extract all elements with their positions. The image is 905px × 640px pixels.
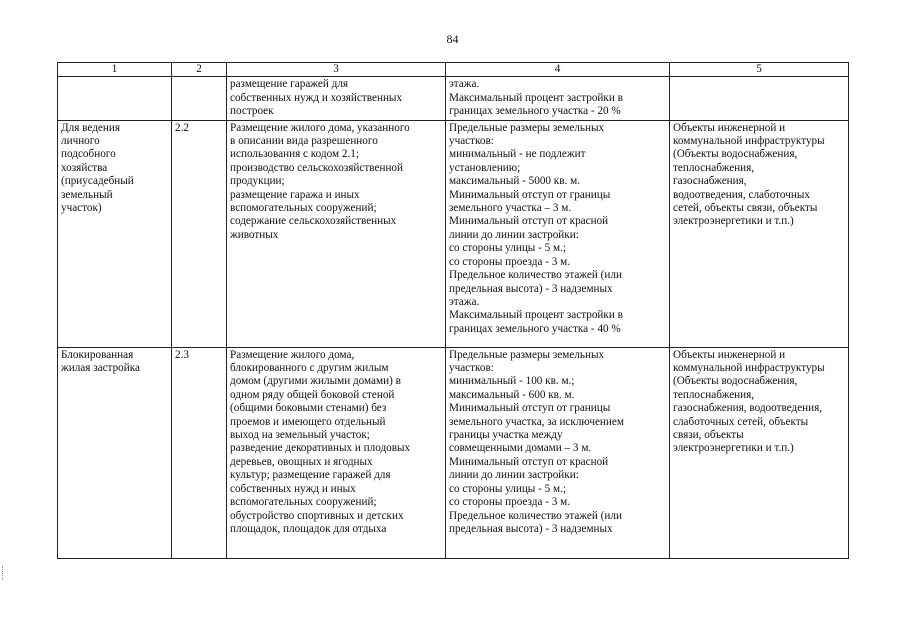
cell-text-line: максимальный - 5000 кв. м. [449,175,580,188]
cell-text-line: деревьев, овощных и ягодных [230,455,373,468]
cell-text-line: установлению; [449,161,521,174]
cell-text-line: со стороны проезда - 3 м. [449,255,571,268]
cell-text-line: хозяйства [61,161,108,174]
cell-text-line: использования с кодом 2.1; [230,148,359,161]
cell-text-line: участков: [449,362,494,375]
cell-text-line: размещение гаража и иных [230,188,360,201]
cell-text-line: коммунальной инфраструктуры [673,135,825,148]
cell-text-line: домом (другими жилыми домами) в [230,375,401,388]
cell-text-line: земельный [61,188,113,201]
cell-text-line: Объекты инженерной и [673,121,786,134]
cell-text-line: земельного участка – 3 м. [449,202,572,215]
cell-text-line: собственных нужд и хозяйственных [230,91,403,104]
cell-text-line: линии до линии застройки: [449,228,579,241]
cell-text-line: этажа. [449,78,480,91]
cell-text-line: (Объекты водоснабжения, [673,148,798,161]
scan-edge-mark [2,566,7,580]
cell-text-line: Минимальный отступ от красной [449,215,609,228]
cell-text-line: линии до линии застройки: [449,469,579,482]
use-name-cell [58,347,172,558]
cell-text-line: Размещение жилого дома, указанного [230,121,410,134]
cell-text-line: предельная высота) - 3 надземных [449,282,613,295]
cell-text-line: культур; размещение гаражей для [230,469,391,482]
cell-text-line: (приусадебный [61,175,134,188]
cell-text-line: предельная высота) - 3 надземных [449,522,613,535]
cell-text-line: личного [61,135,100,148]
cell-text-line: Минимальный отступ от границы [449,402,611,415]
cell-text-line: водоотведения, слаботочных [673,188,810,201]
table-row [58,120,849,347]
cell-text-line: со стороны улицы - 5 м.; [449,482,567,495]
cell-text-line: Максимальный процент застройки в [449,309,623,322]
use-name-cell [58,77,172,120]
use-name-cell [58,120,172,347]
cell-text-line: одном ряду общей боковой стеной [230,388,395,401]
column-header: 4 [446,63,670,77]
cell-text-line: сетей, объекты связи, объекты [673,202,818,215]
cell-text-line: Размещение жилого дома, [230,348,355,361]
cell-text-line: в описании вида разрешенного [230,135,378,148]
cell-text-line: со стороны проезда - 3 м. [449,496,571,509]
column-header: 2 [172,63,227,77]
column-header: 1 [58,63,172,77]
cell-text-line: электроэнергетики и т.п.) [673,215,794,228]
cell-text-line: границы участка между [449,429,563,442]
cell-text-line: Минимальный отступ от границы [449,188,611,201]
cell-text-line: обустройство спортивных и детских [230,509,404,522]
use-code-cell: 2.2 [172,120,227,347]
infrastructure-cell [670,120,849,347]
cell-text-line: электроэнергетики и т.п.) [673,442,794,455]
parameters-cell [446,77,670,120]
cell-text-line: Предельные размеры земельных [449,121,605,134]
parameters-cell [446,347,670,558]
cell-text-line: блокированного с другим жилым [230,362,389,375]
cell-text-line: границах земельного участка - 20 % [449,105,621,118]
cell-text-line: теплоснабжения, [673,161,755,174]
cell-text-line: земельного участка, за исключением [449,415,624,428]
cell-text-line: максимальный - 600 кв. м. [449,388,575,401]
cell-text-line: Максимальный процент застройки в [449,91,623,104]
cell-text-line: продукции; [230,175,285,188]
cell-text-line: размещение гаражей для [230,78,349,91]
cell-text-line: Блокированная [61,348,134,361]
parameters-cell [446,120,670,347]
column-header: 5 [670,63,849,77]
cell-text-line: совмещенными домами – 3 м. [449,442,592,455]
cell-text-line: Минимальный отступ от красной [449,455,609,468]
cell-text-line: проемов и имеющего отдельный [230,415,386,428]
cell-text-line: минимальный - не подлежит [449,148,586,161]
cell-text-line: со стороны улицы - 5 м.; [449,242,567,255]
cell-text-line: подсобного [61,148,116,161]
table-row [58,77,849,120]
cell-text-line: производство сельскохозяйственной [230,161,404,174]
table-row [58,347,849,558]
description-cell [227,347,446,558]
cell-text-line: содержание сельскохозяйственных [230,215,397,228]
description-cell [227,77,446,120]
cell-text-line: участок) [61,202,102,215]
cell-text-line: вспомогательных сооружений; [230,202,377,215]
cell-text-line: собственных нужд и иных [230,482,356,495]
cell-text-line: животных [230,228,279,241]
cell-text-line: Объекты инженерной и [673,348,786,361]
column-header: 3 [227,63,446,77]
cell-text-line: газоснабжения, [673,175,747,188]
cell-text-line: жилая застройка [61,362,140,375]
cell-text-line: Предельное количество этажей (или [449,509,622,522]
cell-text-line: Предельное количество этажей (или [449,269,622,282]
use-code-cell [172,77,227,120]
cell-text-line: Предельные размеры земельных [449,348,605,361]
cell-text-line: построек [230,105,274,118]
cell-text-line: минимальный - 100 кв. м.; [449,375,575,388]
page-number: 84 [446,32,459,46]
cell-text-line: этажа. [449,295,480,308]
cell-text-line: (Объекты водоснабжения, [673,375,798,388]
cell-text-line: выход на земельный участок; [230,429,370,442]
cell-text-line: газоснабжения, водоотведения, [673,402,823,415]
cell-text-line: вспомогательных сооружений; [230,496,377,509]
cell-text-line: Для ведения [61,121,120,134]
infrastructure-cell [670,77,849,120]
cell-text-line: теплоснабжения, [673,388,755,401]
cell-text-line: связи, объекты [673,429,744,442]
zoning-table [57,62,849,559]
cell-text-line: участков: [449,135,494,148]
cell-text-line: площадок, площадок для отдыха [230,522,387,535]
cell-text-line: коммунальной инфраструктуры [673,362,825,375]
use-code-cell: 2.3 [172,347,227,558]
cell-text-line: слаботочных сетей, объекты [673,415,809,428]
cell-text-line: (общими боковыми стенами) без [230,402,387,415]
cell-text-line: разведение декоративных и плодовых [230,442,411,455]
infrastructure-cell [670,347,849,558]
cell-text-line: границах земельного участка - 40 % [449,322,621,335]
table-header-row [58,63,849,77]
description-cell [227,120,446,347]
